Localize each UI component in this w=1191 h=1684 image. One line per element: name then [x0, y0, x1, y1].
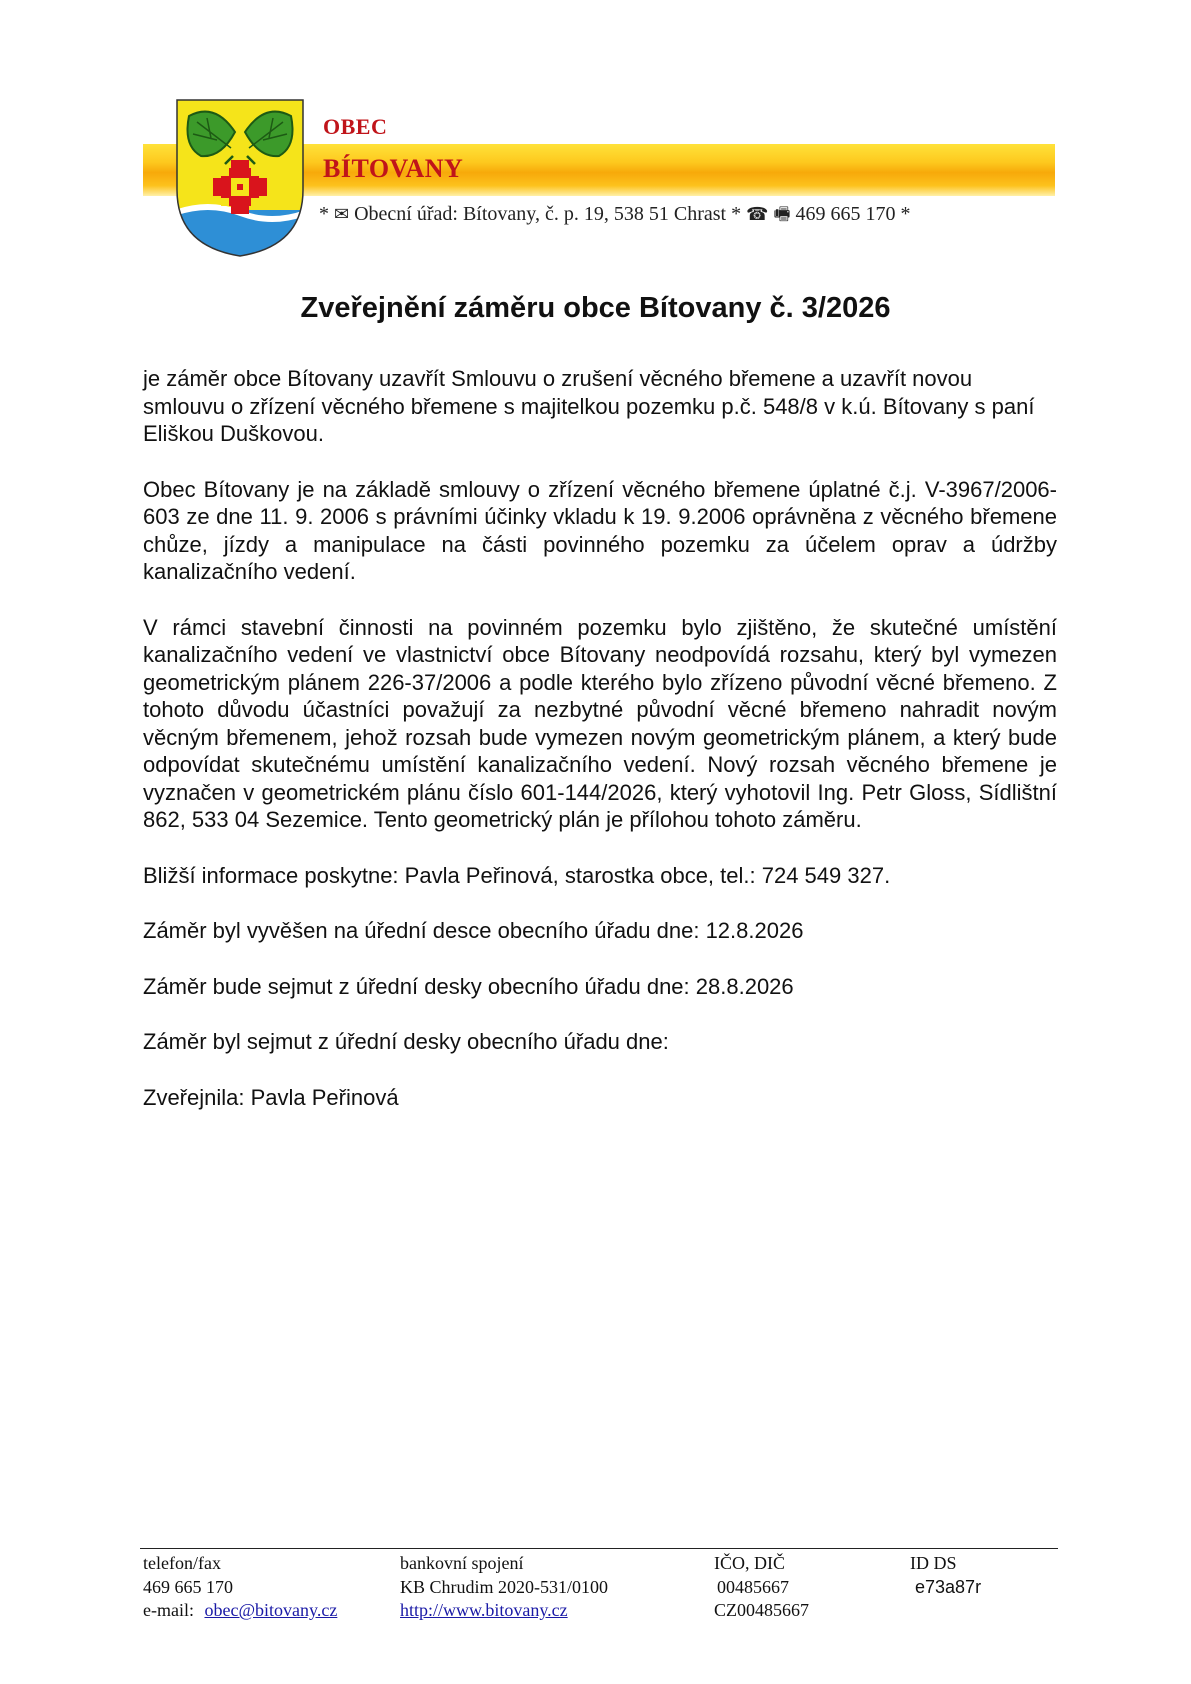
page-title: Zveřejnění záměru obce Bítovany č. 3/2026 — [300, 292, 891, 324]
fax-icon: 🖷 — [773, 204, 791, 225]
footer-label: ID DS — [910, 1553, 957, 1573]
paragraph: Záměr bude sejmut z úřední desky obecního úřadu dne: 28.8.2026 — [143, 973, 794, 999]
footer-phone: 469 665 170 — [143, 1576, 233, 1597]
paragraph: V rámci stavební činnosti na povinném pozemku bylo zjištěno, že skutečné umístění kanalizačního vedení ve vlastnictví obce Bítovany neodpovídá rozsahu, který byl vymezen geometrickým plánem 226-37/2006 a podle kterého bylo zřízeno původní věcné břemeno. Z tohoto důvodu účastníci považují za nezbytné původní věcné břemeno nahradit novým věcným břemenem, jehož rozsah bude vymezen novým geometrickým plánem, a který bude odpovídat skutečnému umístění kanalizačního vedení. Nový rozsah věcného břemene je vyznačen v geometrickém plánu číslo 601-144/2026, který vyhotovil Ing. Petr Gloss, Sídlištní 862, 533 04 Sezemice. Tento geometrický plán je přílohou tohoto záměru. — [143, 614, 1057, 832]
paragraph: Zveřejnila: Pavla Peřinová — [143, 1084, 399, 1110]
letterhead — [143, 98, 1055, 258]
footer-label: bankovní spojení — [400, 1553, 524, 1573]
footer-label: telefon/fax — [143, 1553, 221, 1573]
document-body — [143, 365, 1057, 1139]
letterhead-municipality-name: BÍTOVANY — [323, 154, 464, 183]
letterhead-obec: OBEC — [323, 114, 388, 139]
footer-web-link[interactable]: http://www.bitovany.cz — [400, 1600, 568, 1620]
footer-bank-account: KB Chrudim 2020-531/0100 — [400, 1576, 609, 1597]
address-star: * — [900, 203, 911, 225]
footer-dic: CZ00485667 — [714, 1600, 810, 1620]
paragraph: Záměr byl vyvěšen na úřední desce obecního úřadu dne: 12.8.2026 — [143, 918, 804, 943]
paragraph: Záměr byl sejmut z úřední desky obecního úřadu dne: — [143, 1029, 669, 1054]
footer-col-ico — [714, 1552, 809, 1623]
paragraph: je záměr obce Bítovany uzavřít Smlouvu o zrušení věcného břemene a uzavřít novou smlouvu o zřízení věcného břemene s majitelkou pozemku p.č. 548/8 v k.ú. Bítovany s paní Eliškou Duškovou. — [143, 366, 1035, 446]
phone-icon: ☎ — [746, 204, 769, 225]
footer-divider — [140, 1548, 1058, 1549]
paragraph: Obec Bítovany je na základě smlouvy o zřízení věcného břemene úplatné č.j. V-3967/2006-603 ze dne 11. 9. 2006 s právními účinky vkladu k 19. 9.2006 oprávněna z věcného břemene chůze, jízdy a manipulace na části povinného pozemku za účelem oprav a údržby kanalizačního vedení. — [143, 476, 1057, 584]
footer-email-link[interactable]: obec@bitovany.cz — [204, 1600, 338, 1620]
address-phone: 469 665 170 — [795, 203, 896, 225]
footer-ico: 00485667 — [717, 1576, 789, 1597]
footer-col-ds — [910, 1552, 981, 1599]
footer-ds-id: e73a87r — [915, 1576, 982, 1597]
footer-col-bank — [400, 1552, 608, 1623]
address-text: Obecní úřad: Bítovany, č. p. 19, 538 51 Chrast — [354, 203, 727, 225]
coat-of-arms-icon — [175, 98, 305, 258]
paragraph: Bližší informace poskytne: Pavla Peřinová, starostka obce, tel.: 724 549 327. — [143, 862, 891, 888]
footer-label: IČO, DIČ — [714, 1553, 785, 1573]
footer-email-row — [143, 1599, 337, 1623]
address-star: * — [319, 203, 329, 225]
letterhead-address — [319, 202, 911, 232]
address-star: * — [731, 203, 742, 225]
footer-email-label: e-mail: — [143, 1600, 194, 1620]
footer-col-contact — [143, 1552, 337, 1623]
envelope-icon: ✉ — [334, 204, 350, 225]
